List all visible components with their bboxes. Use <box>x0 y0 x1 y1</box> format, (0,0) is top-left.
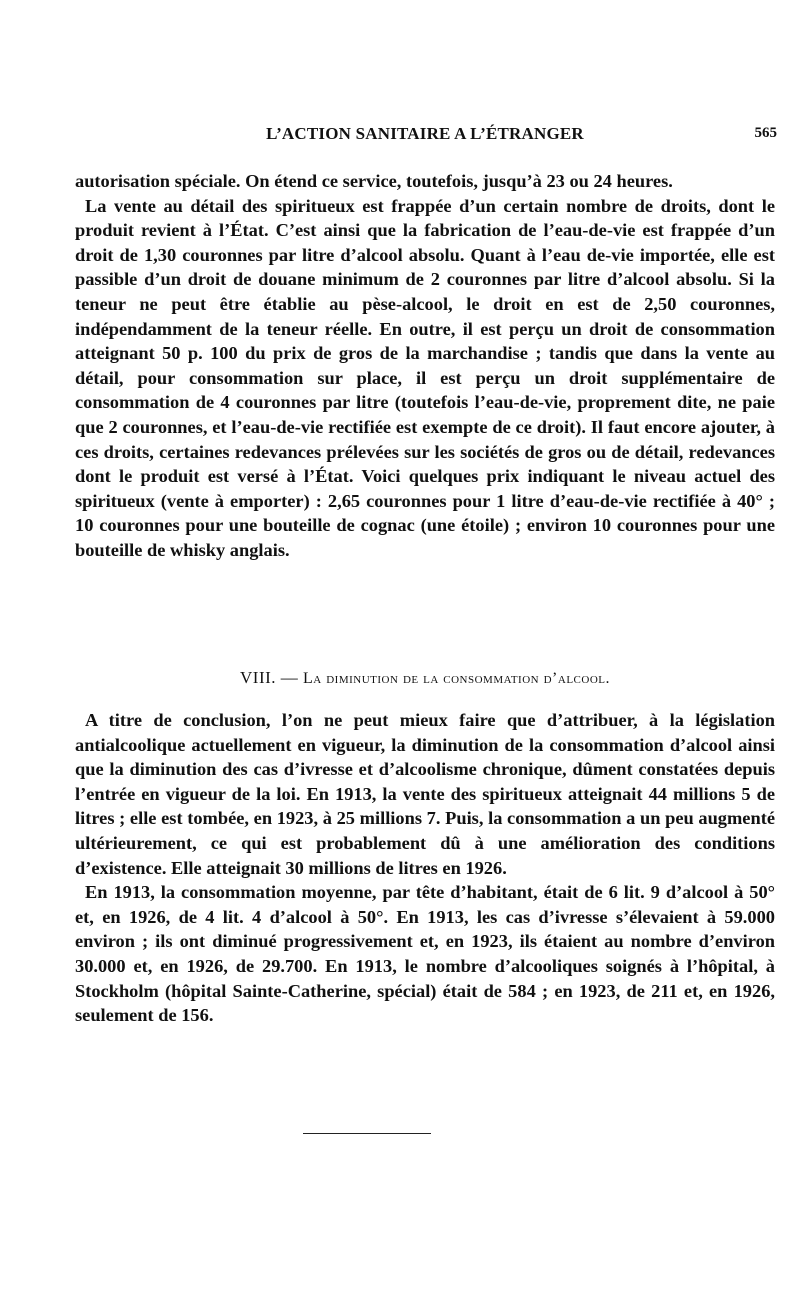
paragraph: En 1913, la consommation moyenne, par tête d’habitant, était de 6 lit. 9 d’alcool à 50° et, en 1926, de 4 lit. 4 d’alcool à 50°. En 1913, les cas d’ivresse s’élevaient à 59.000 environ ; ils ont diminué progressivement et, en 1923, ils étaient au nombre d’environ 30.000 et, en 1926, de 29.700. En 1913, le nombre d’alcooliques soignés à l’hôpital, à Stockholm (hôpital Sainte-Catherine, spécial) était de 584 ; en 1923, de 211 et, en 1926, seulement de 156. <box>75 882 775 1026</box>
page-number: 565 <box>754 125 777 141</box>
paragraph: autorisation spéciale. On étend ce service, toutefois, jusqu’à 23 ou 24 heures. <box>75 171 673 191</box>
running-header <box>75 124 775 148</box>
running-title: L’ACTION SANITAIRE A L’ÉTRANGER <box>266 124 584 143</box>
paragraph: A titre de conclusion, l’on ne peut mieux faire que d’attribuer, à la législation antialcoolique actuellement en vigueur, la diminution de la consommation d’alcool ainsi que la diminution des cas d’ivresse et d’alcoolisme chronique, dûment constatées depuis l’entrée en vigueur de la loi. En 1913, la vente des spiritueux atteignait 44 millions 5 de litres ; elle est tombée, en 1923, à 25 millions 7. Puis, la consommation a un peu augmenté ultérieurement, ce qui est probablement dû à une amélioration des conditions d’existence. Elle atteignait 30 millions de litres en 1926. <box>75 710 775 878</box>
body-text-after-section <box>75 708 775 1028</box>
body-text-before-section <box>75 169 775 563</box>
section-heading <box>75 668 775 688</box>
section-number: VIII. — <box>240 668 299 687</box>
section-title: La diminution de la consommation d’alcool. <box>303 670 610 687</box>
paragraph: La vente au détail des spiritueux est frappée d’un certain nombre de droits, dont le produit revient à l’État. C’est ainsi que la fabrication de l’eau-de-vie est frappée d’un droit de 1,30 couronnes par litre d’alcool absolu. Quant à l’eau de-vie importée, elle est passible d’un droit de douane minimum de 2 couronnes par litre d’alcool absolu. Si la teneur ne peut être établie au pèse-alcool, le droit en est de 2,50 couronnes, indépendamment de la teneur réelle. En outre, il est perçu un droit de consommation atteignant 50 p. 100 du prix de gros de la marchandise ; tandis que dans la vente au détail, pour consommation sur place, il est perçu un droit supplémentaire de consommation de 4 couronnes par litre (toutefois l’eau-de-vie, proprement dite, ne paie que 2 couronnes, et l’eau-de-vie rectifiée est exempte de ce droit). Il faut encore ajouter, à ces droits, certaines redevances prélevées sur les sociétés de gros ou de détail, redevances dont le produit est versé à l’État. Voici quelques prix indiquant le niveau actuel des spiritueux (vente à emporter) : 2,65 couronnes pour 1 litre d’eau-de-vie rectifiée à 40° ; 10 couronnes pour une bouteille de cognac (une étoile) ; environ 10 couronnes pour une bouteille de whisky anglais. <box>75 195 775 560</box>
end-rule <box>303 1133 431 1134</box>
